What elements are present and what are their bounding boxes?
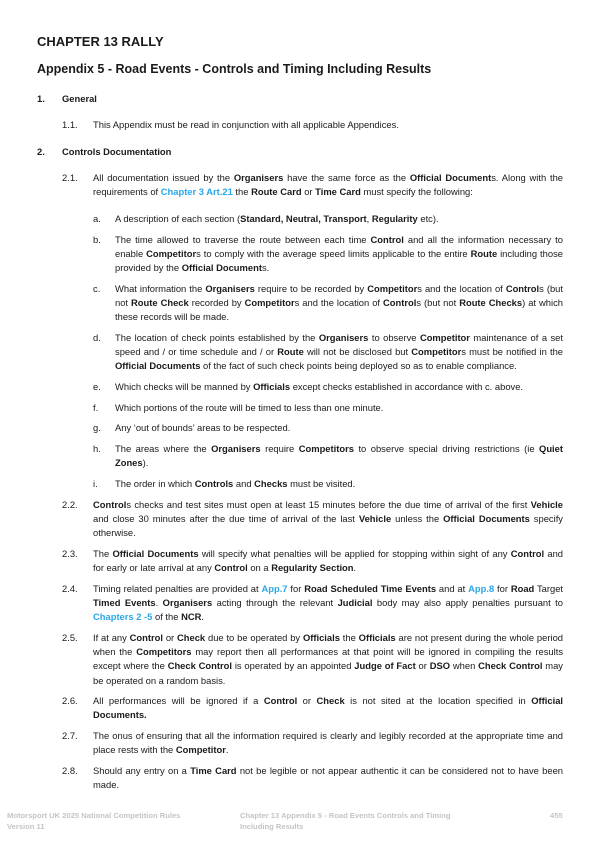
text-run: is not sited at the location specified in — [344, 695, 532, 707]
clause-text — [93, 764, 563, 792]
list-item-letter: e. — [93, 381, 101, 393]
clause-text — [93, 729, 563, 757]
text-run: or — [301, 186, 316, 198]
text-run: must specify the following: — [360, 186, 473, 198]
footer-rules-line: Motorsport UK 2025 National Competition Rules — [7, 811, 181, 820]
spacer — [37, 799, 563, 805]
list-item-letter: f. — [93, 401, 99, 413]
section-heading — [37, 145, 563, 159]
text-run: . — [155, 596, 163, 608]
text-run: ). — [142, 457, 149, 469]
text-run: . — [353, 562, 357, 574]
list-item-letter: g. — [93, 422, 101, 434]
list-item-text — [115, 380, 563, 394]
clause — [37, 171, 563, 199]
defined-term: Official Documents — [115, 360, 201, 372]
cross-reference-link[interactable]: App.7 — [261, 582, 288, 594]
text-run: All performances will be ignored if a — [93, 695, 264, 707]
defined-term: Time Card — [190, 765, 237, 777]
defined-term: Organisers — [205, 282, 255, 294]
list-item — [37, 401, 563, 415]
list-item-text — [115, 477, 563, 491]
clause-number: 2.5. — [62, 631, 78, 643]
defined-term: Quiet Zones — [115, 443, 563, 469]
clause-number: 2.1. — [62, 172, 78, 184]
clause-text — [93, 498, 563, 541]
defined-term: Vehicle — [358, 512, 392, 524]
list-item-text — [115, 401, 563, 415]
section-number: 1. — [37, 93, 45, 104]
defined-term: Route Checks — [459, 297, 523, 309]
list-item-letter: h. — [93, 443, 101, 455]
defined-term: Road — [510, 582, 535, 594]
defined-term: Official Document — [181, 262, 262, 274]
clause — [37, 547, 563, 575]
list-item — [37, 477, 563, 491]
text-run: due to be operated by — [205, 631, 303, 643]
text-run: . — [201, 611, 204, 623]
clause — [37, 764, 563, 792]
text-run: Timing related penalties are provided at — [93, 582, 262, 594]
defined-term: Route Check — [131, 297, 189, 309]
defined-term: Check — [316, 695, 345, 707]
clause-number: 2.6. — [62, 695, 78, 707]
defined-term: Competitor — [175, 744, 226, 756]
cross-reference-link[interactable]: App.8 — [468, 582, 495, 594]
text-run: Target — [534, 582, 564, 594]
text-run: on a — [247, 562, 272, 574]
defined-term: Judge of Fact — [354, 660, 416, 672]
text-run: s. — [261, 262, 270, 274]
text-run: unless the — [391, 512, 444, 524]
defined-term: Competitor — [367, 282, 418, 294]
text-run: Should any entry on a — [93, 765, 191, 777]
defined-term: Official Document — [409, 172, 492, 184]
defined-term: Competitor — [146, 247, 197, 259]
footer-chapter-title — [240, 811, 451, 832]
clause-number: 2.7. — [62, 730, 78, 742]
list-item — [37, 380, 563, 394]
text-run: to observe special driving restrictions (ie — [353, 443, 540, 455]
list-item — [37, 282, 563, 325]
text-run: The onus of ensuring that all the information required is clearly and legibly recorded at the appropriate time and place rests with the — [93, 730, 563, 756]
text-run: ) at which these records will be made. — [115, 297, 563, 323]
clause — [37, 498, 563, 541]
defined-term: Competitor — [419, 331, 470, 343]
text-run: of the — [152, 611, 182, 623]
text-run: Any ‘out of bounds’ areas to be respected. — [115, 422, 291, 434]
text-run: the — [232, 186, 252, 198]
text-run: The — [93, 547, 113, 559]
defined-term: Check — [177, 631, 206, 643]
clause — [37, 631, 563, 688]
defined-term: Vehicle — [530, 498, 563, 510]
list-item-text — [115, 421, 563, 435]
text-run: for — [287, 582, 305, 594]
text-run: to observe — [368, 331, 420, 343]
list-item-letter: i. — [93, 478, 98, 490]
text-run: not be legible or not appear authentic it can be considered not to have been made. — [93, 765, 563, 791]
cross-reference-link[interactable]: Chapters 2 -5 — [93, 611, 153, 623]
clause — [37, 694, 563, 722]
text-run: or — [162, 631, 177, 643]
defined-term: Control — [214, 562, 248, 574]
section-title: Controls Documentation — [62, 145, 172, 157]
defined-term: Route — [470, 247, 498, 259]
defined-term: Judicial — [337, 596, 373, 608]
text-run: This Appendix must be read in conjunction with all applicable Appendices. — [93, 119, 399, 131]
defined-term: Officials — [358, 631, 396, 643]
text-run: Which checks will be manned by — [115, 381, 254, 393]
defined-term: Control — [370, 233, 404, 245]
text-run: Which portions of the route will be timed to less than one minute. — [115, 401, 384, 413]
text-run: , — [366, 213, 372, 225]
document-body — [37, 92, 563, 805]
defined-term: Competitors — [136, 646, 192, 658]
defined-term: Competitor — [411, 346, 462, 358]
text-run: the — [339, 631, 359, 643]
text-run: is operated by an appointed — [232, 660, 355, 672]
defined-term: Controls — [194, 478, 234, 490]
text-run: have the same force as the — [283, 172, 410, 184]
text-run: s and the location of — [417, 282, 506, 294]
cross-reference-link[interactable]: Chapter 3 Art.21 — [160, 186, 233, 198]
defined-term: Checks — [254, 478, 288, 490]
defined-term: Control — [93, 498, 127, 510]
text-run: s and the location of — [294, 297, 384, 309]
text-run: may report then all performances at that point will be ignored in compiling the results except where the — [93, 646, 564, 672]
defined-term: Organisers — [162, 596, 213, 608]
section-number: 2. — [37, 145, 45, 157]
defined-term: Competitors — [298, 443, 354, 455]
text-run: when — [450, 660, 479, 672]
list-item-text — [115, 212, 563, 226]
text-run: s to comply with the average speed limits applicable to the entire — [196, 247, 471, 259]
clause-text — [93, 171, 563, 199]
clause-text — [93, 631, 563, 688]
text-run: What information the — [115, 282, 206, 294]
text-run: s (but not — [115, 282, 563, 309]
text-run: and for early or late arrival at any — [93, 547, 563, 574]
text-run: The location of check points established by the — [115, 331, 319, 343]
defined-term: Control — [129, 631, 163, 643]
text-run: and at — [436, 582, 469, 594]
defined-term: Control — [510, 547, 545, 559]
list-item-letter: b. — [93, 233, 101, 245]
defined-term: Control — [505, 282, 540, 294]
chapter-title: CHAPTER 13 RALLY — [37, 34, 164, 49]
list-item — [37, 421, 563, 435]
footer-version: Version 11 — [7, 821, 45, 831]
clause-number: 1.1. — [62, 119, 78, 131]
defined-term: Official Documents. — [93, 695, 564, 721]
section-title: General — [62, 93, 97, 104]
text-run: A description of each section ( — [115, 213, 241, 225]
defined-term: Time Card — [315, 186, 361, 198]
list-item-text — [115, 282, 563, 325]
text-run: All documentation issued by the — [93, 172, 234, 184]
text-run: The time allowed to traverse the route between each time — [115, 233, 371, 245]
text-run: body may also apply penalties pursuant to — [372, 596, 563, 608]
defined-term: Standard, Neutral, Transport — [240, 213, 367, 225]
footer-chapter-line2: Including Results — [240, 821, 304, 831]
text-run: specify otherwise. — [93, 512, 563, 539]
clause-number: 2.4. — [62, 582, 78, 594]
defined-term: Regularity — [371, 213, 418, 225]
defined-term: Road Scheduled Time Events — [304, 582, 437, 594]
defined-term: Control — [263, 695, 298, 707]
text-run: s (but not — [416, 297, 460, 309]
defined-term: NCR — [181, 611, 202, 623]
text-run: or — [297, 695, 317, 707]
text-run: or — [415, 660, 430, 672]
text-run: etc). — [417, 213, 439, 225]
defined-term: Route — [277, 346, 304, 358]
clause-text — [93, 547, 563, 575]
text-run: and close 30 minutes after the due time of arrival of the last — [93, 512, 359, 524]
footer-rules-title — [7, 811, 180, 832]
clause-number: 2.8. — [62, 765, 78, 777]
text-run: require — [260, 443, 299, 455]
clause-text — [93, 694, 563, 722]
text-run: s. Along with the requirements of — [93, 172, 563, 198]
defined-term: Officials — [253, 381, 291, 393]
defined-term: Regularity Section — [271, 562, 354, 574]
text-run: . — [225, 744, 229, 756]
page-number: 455 — [550, 811, 563, 820]
defined-term: Organisers — [318, 331, 369, 343]
list-item — [37, 331, 563, 374]
text-run: acting through the relevant — [212, 596, 338, 608]
text-run: must be visited. — [287, 478, 356, 490]
text-run: will not be disclosed but — [303, 346, 412, 358]
defined-term: Check Control — [167, 660, 232, 672]
defined-term: DSO — [429, 660, 451, 672]
clause — [37, 582, 563, 625]
defined-term: Check Control — [478, 660, 543, 672]
clause-number: 2.3. — [62, 547, 78, 559]
text-run: and all the information necessary to enable — [115, 233, 563, 259]
text-run: of the fact of such check points being deployed so as to enable compliance. — [200, 360, 517, 372]
footer-chapter-line1: Chapter 13 Appendix 5 - Road Events Controls and Timing — [240, 811, 451, 820]
text-run: are not present during the whole period when the — [93, 631, 563, 658]
text-run: except checks established in accordance with c. above. — [290, 381, 524, 393]
defined-term: Officials — [302, 631, 340, 643]
list-item-letter: a. — [93, 213, 101, 225]
defined-term: Control — [383, 297, 417, 309]
text-run: recorded by — [188, 297, 245, 309]
defined-term: Competitor — [244, 297, 295, 309]
defined-term: Organisers — [211, 443, 261, 455]
list-item — [37, 442, 563, 470]
defined-term: Official Documents — [112, 547, 199, 559]
text-run: maintenance of a set speed and / or time schedule and / or — [115, 331, 564, 358]
list-item-text — [115, 233, 563, 276]
text-run: will specify what penalties will be applied for stopping within sight of any — [198, 547, 511, 559]
list-item-text — [115, 442, 563, 470]
text-run: for — [494, 582, 511, 594]
text-run: including those provided by the — [115, 247, 563, 274]
defined-term: Official Documents — [443, 512, 530, 524]
list-item — [37, 212, 563, 226]
text-run: s checks and test sites must open at least 15 minutes before the due time of arrival of the first — [126, 498, 531, 510]
clause-text — [93, 582, 563, 625]
text-run: If at any — [93, 631, 130, 643]
text-run: The areas where the — [115, 443, 212, 455]
list-item — [37, 233, 563, 276]
text-run: may be operated on a random basis. — [93, 660, 563, 686]
list-item-text — [115, 331, 563, 374]
clause-number: 2.2. — [62, 498, 78, 510]
clause — [37, 729, 563, 757]
text-run: The order in which — [115, 478, 195, 490]
clause-text — [93, 118, 563, 132]
clause — [37, 118, 563, 132]
defined-term: Timed Events — [93, 596, 156, 608]
text-run: s must be notified in the — [461, 346, 563, 358]
defined-term: Organisers — [233, 172, 284, 184]
appendix-title: Appendix 5 - Road Events - Controls and Timing Including Results — [37, 62, 432, 76]
text-run: require to be recorded by — [254, 282, 368, 294]
section-heading — [37, 92, 563, 106]
defined-term: Route Card — [251, 186, 302, 198]
list-item-letter: d. — [93, 331, 101, 343]
list-item-letter: c. — [93, 282, 101, 294]
text-run: and — [233, 478, 255, 490]
